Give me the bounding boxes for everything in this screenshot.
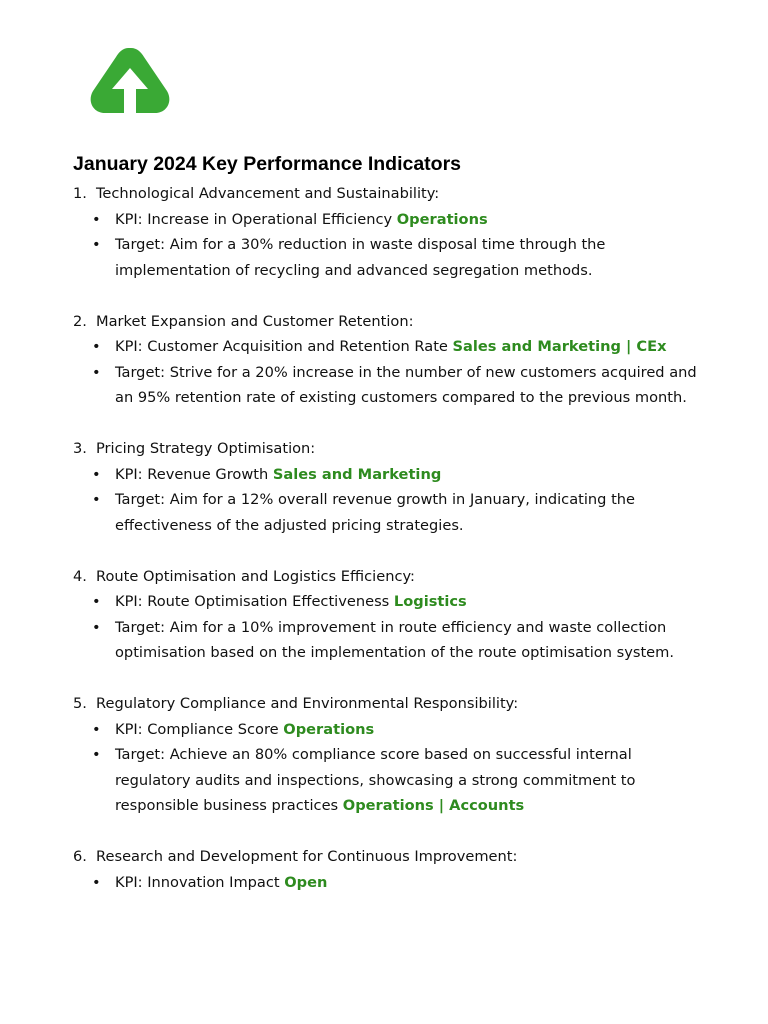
bullet-icon: • — [92, 593, 101, 610]
section-heading: Route Optimisation and Logistics Efficiency: — [96, 567, 415, 585]
kpi-text: KPI: Revenue Growth — [115, 465, 273, 483]
bullet-icon: • — [92, 338, 101, 355]
department-tag: Operations — [396, 210, 488, 228]
kpi-item — [0, 334, 768, 360]
target-text: Target: Aim for a 12% overall revenue growth in January, indicating the effectiveness of the adjusted pricing strategies. — [115, 491, 636, 534]
bullet-icon: • — [92, 210, 101, 228]
section-number: 3. — [73, 440, 87, 457]
bullet-icon: • — [92, 746, 101, 763]
target-text: Target: Aim for a 30% reduction in waste disposal time through the implementation of recycling and advanced segregation methods. — [115, 236, 606, 279]
kpi-text: KPI: Route Optimisation Effectiveness — [115, 593, 394, 610]
department-tag: Open — [284, 873, 328, 891]
section-heading: Technological Advancement and Sustainability: — [96, 185, 440, 202]
kpi-item — [0, 207, 768, 233]
kpi-section-1 — [0, 181, 768, 283]
department-tag: Logistics — [393, 593, 467, 610]
section-number: 6. — [73, 848, 87, 865]
bullet-icon: • — [92, 465, 101, 483]
bullet-icon: • — [92, 491, 101, 508]
kpi-section-6 — [0, 844, 768, 895]
kpi-list — [0, 181, 768, 921]
section-number: 4. — [73, 567, 87, 585]
target-item — [0, 360, 768, 411]
target-item — [0, 742, 768, 819]
target-text: Target: Aim for a 10% improvement in route efficiency and waste collection optimisation based on the implementation of the route optimisation system. — [115, 618, 675, 661]
target-text: Target: Achieve an 80% compliance score based on successful internal regulatory audits and inspections, showcasing a strong commitment to responsible business practices — [115, 746, 636, 814]
kpi-section-3 — [0, 436, 768, 538]
section-number: 2. — [73, 312, 87, 330]
kpi-section-2 — [0, 309, 768, 411]
department-tag: Sales and Marketing — [272, 465, 442, 483]
bullet-icon: • — [92, 618, 101, 636]
section-heading: Regulatory Compliance and Environmental Responsibility: — [96, 695, 519, 712]
section-number: 5. — [73, 695, 87, 712]
kpi-text: KPI: Innovation Impact — [115, 873, 285, 891]
bullet-icon: • — [92, 363, 101, 381]
bullet-icon: • — [92, 720, 101, 738]
kpi-section-4 — [0, 564, 768, 666]
kpi-item — [0, 717, 768, 743]
department-tag: Operations | Accounts — [342, 797, 525, 814]
section-heading: Research and Development for Continuous Improvement: — [96, 848, 518, 865]
section-heading: Market Expansion and Customer Retention: — [96, 312, 414, 330]
kpi-item — [0, 589, 768, 615]
kpi-item — [0, 462, 768, 488]
kpi-text: KPI: Compliance Score — [115, 720, 284, 738]
kpi-text: KPI: Customer Acquisition and Retention Rate — [115, 338, 453, 355]
department-tag: Operations — [283, 720, 375, 738]
kpi-section-5 — [0, 691, 768, 819]
kpi-item — [0, 870, 768, 896]
target-item — [0, 615, 768, 666]
department-tag: Sales and Marketing | CEx — [452, 338, 667, 355]
section-number: 1. — [73, 185, 87, 202]
target-item — [0, 487, 768, 538]
target-text: Target: Strive for a 20% increase in the number of new customers acquired and an 95% retention rate of existing customers compared to the previous month. — [115, 363, 697, 406]
kpi-text: KPI: Increase in Operational Efficiency — [115, 210, 397, 228]
bullet-icon: • — [92, 236, 101, 253]
section-heading: Pricing Strategy Optimisation: — [96, 440, 316, 457]
recycle-upload-arrow-icon — [90, 48, 170, 116]
page-title: January 2024 Key Performance Indicators — [73, 153, 462, 175]
bullet-icon: • — [92, 873, 101, 891]
target-item — [0, 232, 768, 283]
